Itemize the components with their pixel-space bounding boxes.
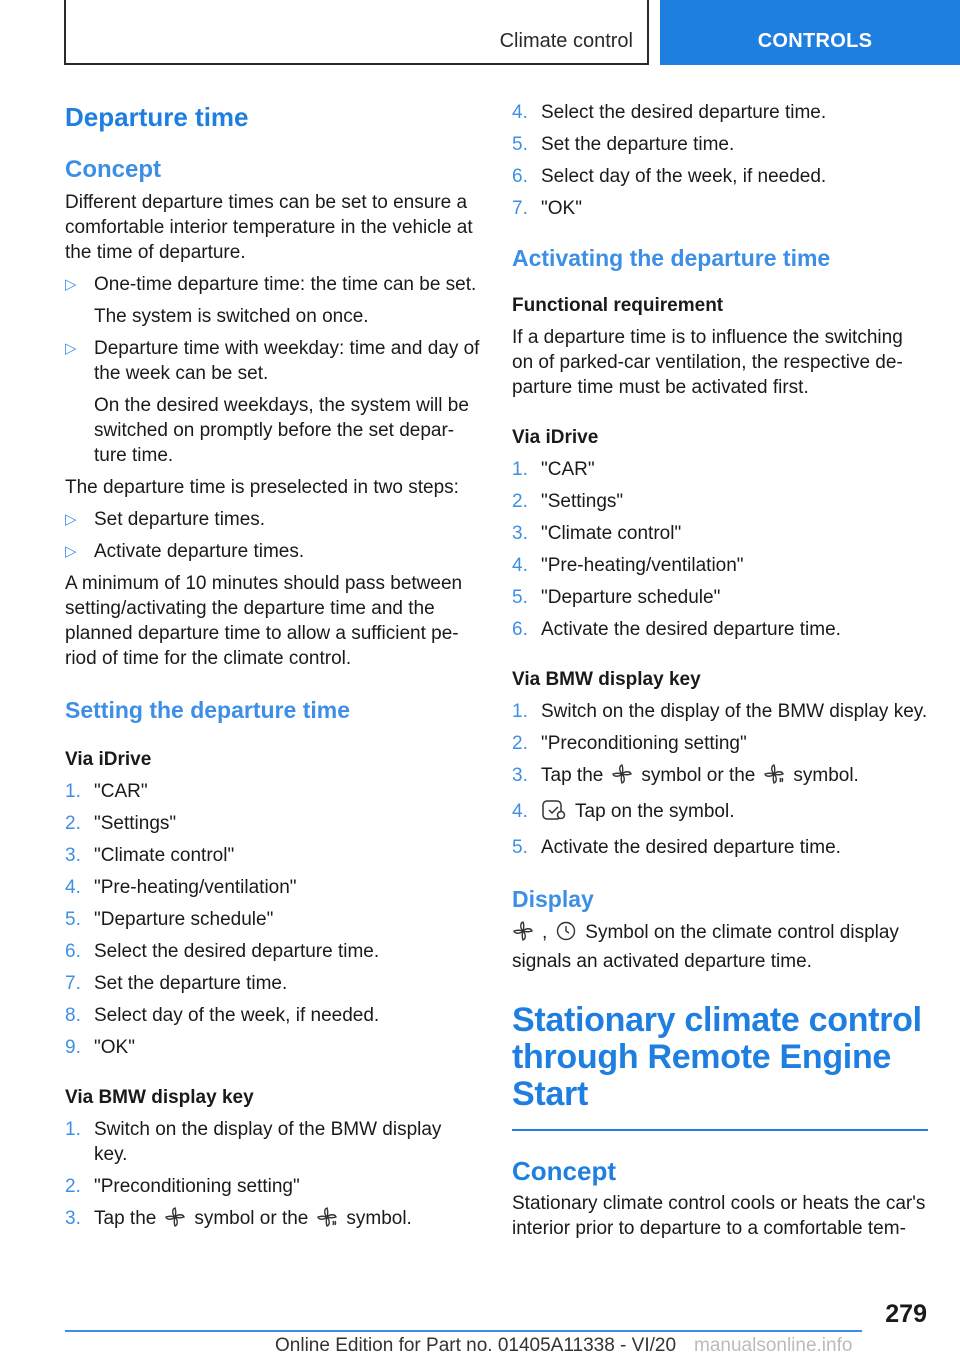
list-item: 2. "Settings" [512,491,624,512]
setting-steps-continued [512,100,928,221]
triangle-bullet-icon: ▷ [65,276,77,293]
list-item: 3. "Climate control" [512,523,682,544]
list-item: 5. Set the departure time. [512,134,735,155]
functional-requirement-text: If a departure time is to influence the switching on of parked-car ventilation, the respective de- parture time must be activated first. [512,327,903,398]
list-item: 4. Tap on the symbol. [512,799,928,828]
list-item [65,272,480,329]
list-item: ▷ Activate departure times. [65,541,305,562]
list-item: 2. "Preconditioning setting" [65,1176,300,1197]
preselect-text: The departure time is preselected in two steps: [65,477,459,498]
footer-divider [65,1330,862,1332]
section-divider [512,1129,928,1131]
list-item: 2. "Settings" [65,813,177,834]
via-display-key-heading: Via BMW display key [65,1087,254,1108]
via-idrive-heading: Via iDrive [512,427,599,448]
list-item: 6. Select day of the week, if needed. [512,166,827,187]
header-chapter-tab [660,0,960,65]
heating-fan-icon [316,1206,338,1235]
list-item: 1. "CAR" [512,459,595,480]
footer-edition: Online Edition for Part no. 01405A11338 - VI/20 [275,1335,677,1356]
display-text: , Symbol on the climate control display signals an activated departure time. [512,922,899,972]
stationary-climate-heading: Stationary climate control through Remote Engine Start [512,1001,922,1113]
display-heading: Display [512,886,594,912]
bullet-continuation: On the desired weekdays, the system will be switched on promptly before the set depar- ture time. [94,395,469,466]
list-item: 3. "Climate control" [65,845,235,866]
via-idrive-heading: Via iDrive [65,749,152,770]
watermark: manualsonline.info [694,1335,853,1356]
clock-icon [555,920,577,949]
via-display-key-heading: Via BMW display key [512,669,701,690]
chapter-title: CONTROLS [757,30,873,52]
list-item: 4. "Pre-heating/ventilation" [512,555,744,576]
list-item: 7. "OK" [512,198,582,219]
list-item: 5. Activate the desired departure time. [512,837,841,858]
concept-text: Different departure times can be set to ensure a comfortable interior temperature in the vehicle at the time of departure. [65,192,473,263]
departure-types-list [65,272,480,468]
display-key-activate-steps-list [512,699,928,860]
page-number: 279 [885,1300,927,1328]
list-item: 3. Tap the symbol or the symbol. [65,1206,480,1235]
list-item: 1. Switch on the display of the BMW display key. [512,701,928,722]
list-item: 4. "Pre-heating/ventilation" [65,877,297,898]
triangle-bullet-icon: ▷ [65,340,77,357]
bullet-text: One-time departure time: the time can be set. [94,274,477,295]
list-item: 1. Switch on the display of the BMW display key. [65,1119,442,1165]
minimum-time-text: A minimum of 10 minutes should pass between setting/activating the departure time and the planned departure time to allow a sufficient pe- riod of time for the climate control. [65,573,463,669]
list-item: 1. "CAR" [65,781,148,802]
list-item: 4. Select the desired departure time. [512,102,827,123]
header-section-box [64,0,649,65]
list-item: 5. "Departure schedule" [512,587,721,608]
triangle-bullet-icon: ▷ [65,543,77,560]
concept-text: Stationary climate control cools or heats the car's interior prior to departure to a comfortable tem- [512,1193,926,1239]
setting-heading: Setting the departure time [65,697,350,723]
section-title: Climate control [499,30,633,52]
heating-fan-icon [763,763,785,792]
concept-heading: Concept [512,1156,616,1186]
display-key-steps-list [65,1117,480,1235]
right-column [512,100,928,1241]
departure-time-heading: Departure time [65,102,249,132]
list-item: 2. "Preconditioning setting" [512,733,747,754]
preselect-steps-list [65,507,480,564]
list-item: 3. Tap the symbol or the symbol. [512,763,928,792]
idrive-activate-steps-list [512,457,928,642]
list-item [65,336,480,468]
list-item: ▷ Set departure times. [65,509,266,530]
bullet-continuation: The system is switched on once. [94,306,369,327]
left-column [65,100,480,1235]
list-item: 9. "OK" [65,1037,135,1058]
list-item: 7. Set the departure time. [65,973,288,994]
triangle-bullet-icon: ▷ [65,511,77,528]
bullet-text: Departure time with weekday: time and day of the week can be set. [94,338,480,384]
concept-heading: Concept [65,156,161,183]
fan-outline-icon [512,920,534,949]
fan-outline-icon [611,763,633,792]
list-item: 6. Activate the desired departure time. [512,619,841,640]
functional-requirement-heading: Functional requirement [512,295,724,316]
activating-heading: Activating the departure time [512,245,831,271]
list-item: 6. Select the desired departure time. [65,941,380,962]
departure-clock-symbol-icon [541,799,567,828]
list-item: 8. Select day of the week, if needed. [65,1005,380,1026]
list-item: 5. "Departure schedule" [65,909,274,930]
idrive-steps-list [65,779,480,1060]
fan-outline-icon [164,1206,186,1235]
